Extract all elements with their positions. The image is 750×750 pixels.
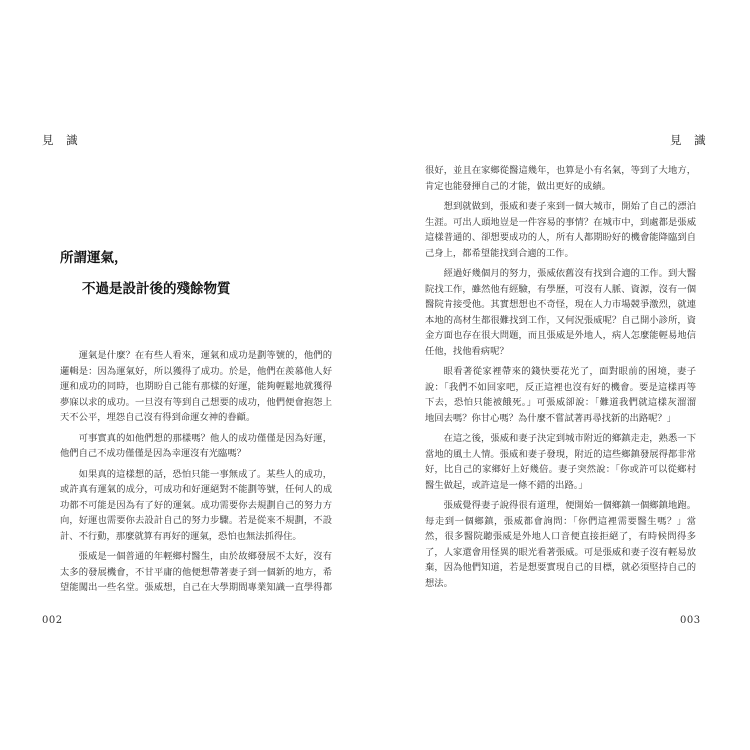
right-page: [375, 0, 750, 750]
text-line: 他們自己不成功僅僅是因為幸運沒有光臨嗎？: [60, 448, 246, 459]
text-line: 好，比自己的家鄉好上好幾倍。妻子突然說：「你或許可以從鄉村: [425, 464, 696, 475]
text-line: 很好，並且在家鄉從醫這幾年，也算是小有名氣，等到了大地方，: [425, 165, 696, 176]
paragraph: [425, 199, 696, 261]
text-line: 金方面也存在很大問題，而且張威是外地人，病人怎麼能輕易地信: [425, 330, 696, 341]
text-line: 院找工作，雖然他有經驗，有學歷，可沒有人脈、資源，沒有一個: [425, 283, 696, 295]
text-line: 計、不行動，那麼就算有再好的運氣，恐怕也無法抓得住。: [60, 530, 302, 542]
text-line: 望能闖出一些名堂。張威想，自己在大學期間專業知識一直學得都: [60, 582, 332, 593]
text-line: 經過好幾個月的努力，張威依舊沒有找到合適的工作。到大醫: [443, 268, 696, 279]
text-line: 天不公平，埋怨自己沒有得到命運女神的眷顧。: [60, 412, 256, 423]
paragraph: [425, 498, 696, 591]
text-line: 運和成功的同時，也期盼自己能有那樣的好運，能夠輕鬆地就獲得: [60, 381, 332, 392]
running-header: 見 識: [670, 133, 706, 147]
text-line: 地回去嗎？你甘心嗎？為什麼不嘗試著再尋找新的出路呢？」: [425, 412, 677, 424]
text-line: 下去，恐怕只能被餓死。」可張威卻說：「難道我們就這樣灰溜溜: [425, 397, 696, 408]
text-line: 棄，因為他們知道，若是想要實現自己的目標，就必須堅持自己的: [425, 562, 696, 573]
text-line: 醫院肯接受他。其實想想也不奇怪，現在人力市場競爭激烈，就連: [425, 299, 696, 310]
paragraph: [425, 431, 696, 493]
text-line: 在這之後，張威和妻子決定到城市附近的鄉鎮走走，熟悉一下: [443, 433, 696, 444]
page-number: 002: [42, 615, 63, 626]
paragraph: [60, 549, 332, 596]
paragraph: [60, 431, 332, 462]
text-line: 這樣普通的、卻想要成功的人，所有人都期盼好的機會能降臨到自: [425, 232, 696, 243]
text-line: 向，好運也需要你去設計自己的努力步驟。若是從來不規劃，不設: [60, 515, 332, 526]
text-line: 說：「我們不如回家吧，反正這裡也沒有好的機會。要是這樣再等: [425, 381, 696, 393]
paragraph: [425, 364, 696, 426]
text-line: 想到就做到，張威和妻子來到一個大城市，開始了自己的漂泊: [443, 201, 696, 212]
text-line: 可事實真的如他們想的那樣嗎？他人的成功僅僅是因為好運，: [78, 432, 332, 444]
text-line: 夢寐以求的成功。一旦沒有等到自己想要的成功，他們便會抱怨上: [60, 396, 332, 408]
paragraph: [425, 266, 696, 359]
text-line: 每走到一個鄉鎮，張威都會詢問：「你們這裡需要醫生嗎？」當: [425, 515, 696, 527]
text-line: 任他，找他看病呢？: [425, 345, 509, 357]
text-line: 功都不可能是因為有了好的運氣。成功需要你去規劃自己的努力方: [60, 499, 332, 511]
text-line: 想法。: [425, 577, 453, 589]
text-line: 太多的發展機會，不甘平庸的他便想帶著妻子到一個新的地方，希: [60, 566, 332, 578]
paragraph: [425, 163, 696, 194]
text-line: 當地的風土人情。張威和妻子發現，附近的這些鄉鎮發展得都非常: [425, 448, 696, 460]
paragraph: [60, 467, 332, 545]
text-line: 己身上，都希望能找到合適的工作。: [425, 247, 574, 259]
running-header: 見 識: [42, 133, 78, 147]
text-line: 本地的高材生都很難找到工作，又何況張威呢？自己開小診所，資: [425, 314, 696, 326]
text-line: 了，人家還會用怪異的眼光看著張威。可是張威和妻子沒有輕易放: [425, 546, 696, 558]
page-number: 003: [680, 615, 701, 626]
text-line: 運氣是什麼？在有些人看來，運氣和成功是劃等號的，他們的: [78, 350, 332, 361]
text-line: 邏輯是：因為運氣好，所以獲得了成功。於是，他們在羨慕他人好: [60, 365, 332, 377]
body-text: [60, 348, 332, 596]
text-line: 眼看著從家裡帶來的錢快要花光了，面對眼前的困境，妻子: [443, 366, 696, 377]
text-line: 張威覺得妻子說得很有道理，便開始一個鄉鎮一個鄉鎮地跑。: [443, 500, 696, 511]
text-line: 生涯。可出人頭地豈是一件容易的事情？在城市中，到處都是張威: [425, 216, 696, 228]
chapter-title-line: 所謂運氣，: [60, 250, 128, 266]
paragraph: [60, 348, 332, 426]
text-line: 然，很多醫院聽張威是外地人口音便直接拒絕了，有時候問得多: [425, 531, 696, 542]
text-line: 肯定也能發揮自己的才能，做出更好的成績。: [425, 180, 611, 192]
text-line: 如果真的這樣想的話，恐怕只能一事無成了。某些人的成功，: [78, 468, 332, 480]
text-line: 張威是一個普通的年輕鄉村醫生，由於故鄉發展不太好，沒有: [78, 551, 332, 562]
text-line: 或許真有運氣的成分，可成功和好運絕對不能劃等號，任何人的成: [60, 484, 332, 495]
body-text: [425, 163, 696, 591]
text-line: 醫生做起，或許這是一條不錯的出路。」: [425, 479, 588, 491]
chapter-title-line: 不過是設計後的殘餘物質: [82, 281, 231, 297]
